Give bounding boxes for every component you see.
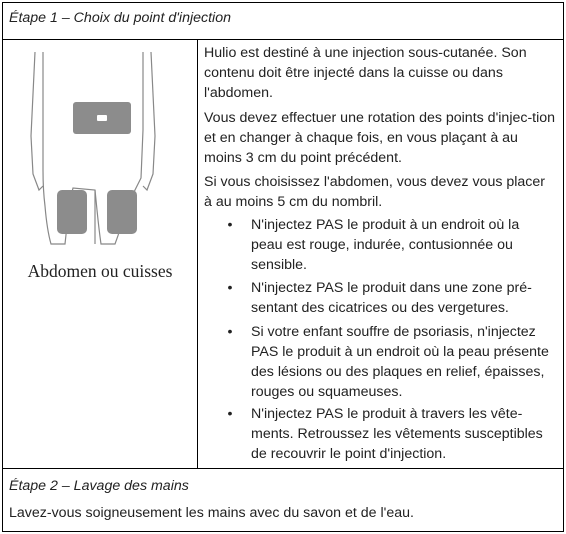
- bullet-symbol: •: [227, 280, 233, 296]
- left-thigh-injection-zone: [57, 190, 87, 234]
- step1-header-row: [3, 3, 563, 40]
- list-item: [227, 215, 553, 275]
- step1-instructions-cell: [198, 40, 563, 468]
- bullet-text: N'injectez PAS le produit à travers les vête-ments. Retroussez les vêtements susceptibles de recouvrir le point d'injection.: [251, 406, 543, 462]
- bullet-text: Si votre enfant souffre de psoriasis, n'injectez PAS le produit à un endroit où la peau présente des lésions ou des plaques en relief, épaisses, rouges ou squameuses.: [251, 324, 549, 400]
- step1-title: Étape 1 – Choix du point d'injection: [9, 10, 231, 26]
- bullet-text: N'injectez PAS le produit à un endroit où la peau est rouge, indurée, contusionnée ou sensible.: [251, 217, 520, 273]
- right-thigh-injection-zone: [107, 190, 137, 234]
- bullet-symbol: •: [227, 217, 233, 233]
- step2-title: Étape 2 – Lavage des mains: [9, 478, 189, 494]
- step2-row: [3, 469, 563, 531]
- body-injection-sites-illustration: [3, 40, 197, 255]
- list-item: [227, 322, 553, 402]
- illustration-caption: Abdomen ou cuisses: [27, 261, 173, 281]
- paragraph-abdomen-distance: Si vous choisissez l'abdomen, vous devez vous placer à au moins 5 cm du nombril.: [204, 174, 546, 210]
- paragraph-subcutaneous-injection: Hulio est destiné à une injection sous-cutanée. Son contenu doit être injecté dans la cuisse ou dans l'abdomen.: [204, 45, 527, 101]
- bullet-text: N'injectez PAS le produit dans une zone pré-sentant des cicatrices ou des vergetures.: [251, 280, 532, 316]
- injection-site-illustration-cell: [3, 40, 198, 468]
- bullet-symbol: •: [227, 406, 233, 422]
- step2-text: Lavez-vous soigneusement les mains avec du savon et de l'eau.: [9, 505, 414, 521]
- instruction-table: [2, 2, 564, 532]
- paragraph-rotate-sites: Vous devez effectuer une rotation des points d'injec-tion et en changer à chaque fois, en vous plaçant à au moins 3 cm du point précédent.: [204, 110, 556, 166]
- bullet-symbol: •: [227, 324, 233, 340]
- list-item: [227, 278, 553, 318]
- list-item: [227, 404, 553, 464]
- step1-content-row: [3, 40, 563, 469]
